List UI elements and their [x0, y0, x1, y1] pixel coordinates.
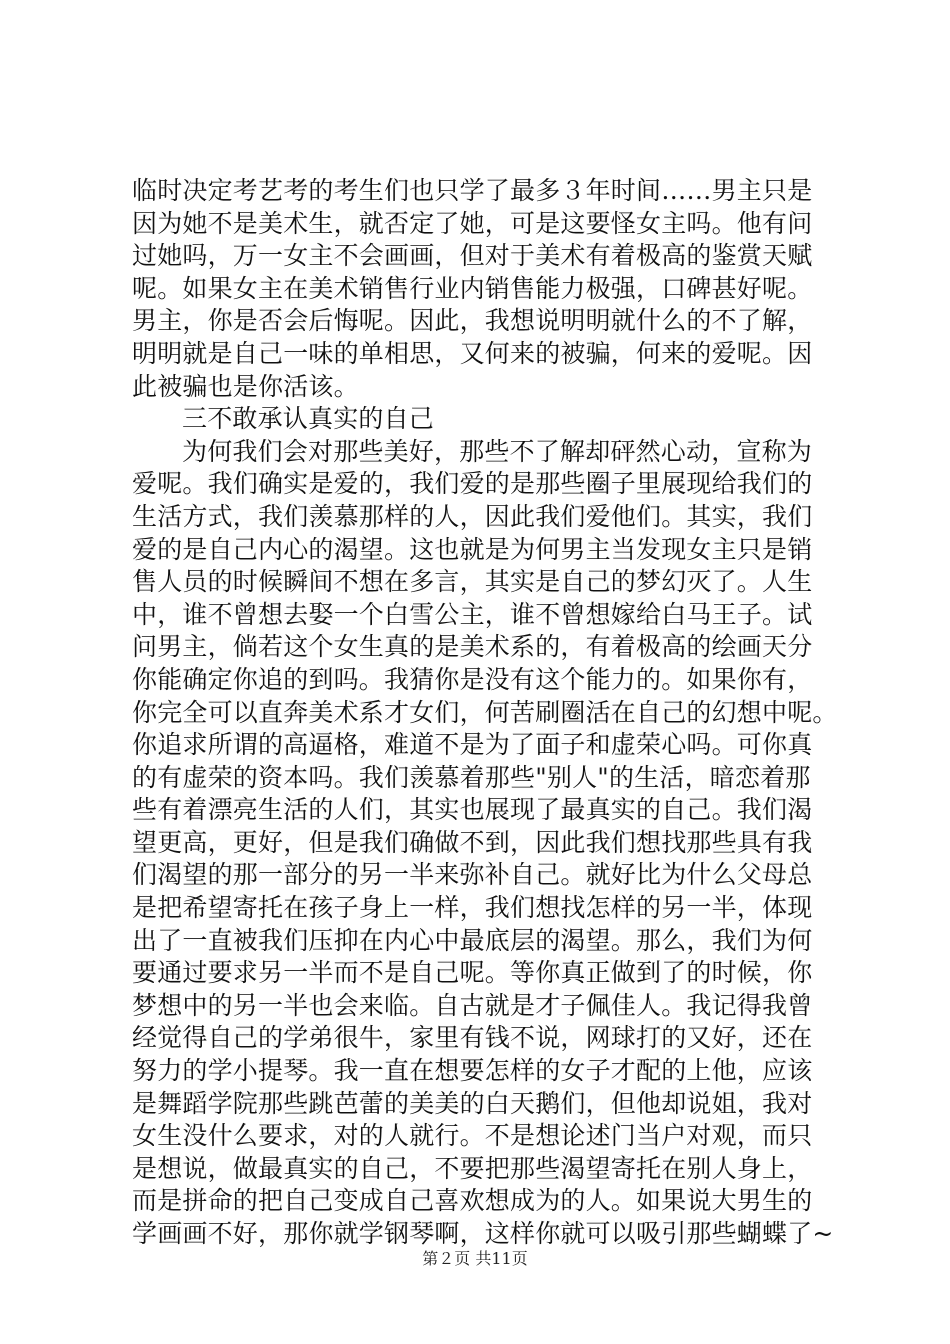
text-line: 梦想中的另一半也会来临。自古就是才子佩佳人。我记得我曾	[132, 990, 813, 1020]
text-line: 你能确定你追的到吗。我猜你是没有这个能力的。如果你有，	[132, 664, 813, 694]
text-line: 些有着漂亮生活的人们，其实也展现了最真实的自己。我们渴	[132, 795, 813, 825]
text-line: 经觉得自己的学弟很牛，家里有钱不说，网球打的又好，还在	[132, 1023, 813, 1053]
text-line: 是把希望寄托在孩子身上一样，我们想找怎样的另一半，体现	[132, 893, 813, 923]
section-heading: 三不敢承认真实的自己	[182, 404, 435, 434]
text-line: 男主，你是否会后悔呢。因此，我想说明明就什么的不了解，	[132, 306, 813, 336]
text-line: 临时决定考艺考的考生们也只学了最多３年时间……男主只是	[132, 176, 813, 205]
text-line: 中，谁不曾想去娶一个白雪公主，谁不曾想嫁给白马王子。试	[132, 599, 813, 629]
text-line: 售人员的时候瞬间不想在多言，其实是自己的梦幻灭了。人生	[132, 567, 813, 597]
text-line: 因为她不是美术生，就否定了她，可是这要怪女主吗。他有问	[132, 208, 813, 238]
page-number-footer: 第２页 共11页	[422, 1249, 528, 1268]
text-line: 望更高，更好，但是我们确做不到，因此我们想找那些具有我	[132, 827, 813, 857]
text-line: 们渴望的那一部分的另一半来弥补自己。就好比为什么父母总	[132, 860, 813, 890]
text-line: 过她吗，万一女主不会画画，但对于美术有着极高的鉴赏天赋	[132, 241, 813, 271]
text-line: 女生没什么要求，对的人就行。不是想论述门当户对观，而只	[132, 1121, 813, 1151]
text-line: 爱的是自己内心的渴望。这也就是为何男主当发现女主只是销	[132, 534, 813, 564]
text-line: 是想说，做最真实的自己，不要把那些渴望寄托在别人身上，	[132, 1153, 813, 1183]
text-line: 努力的学小提琴。我一直在想要怎样的女子才配的上他，应该	[132, 1056, 813, 1086]
text-line: 是舞蹈学院那些跳芭蕾的美美的白天鹅们，但他却说姐，我对	[132, 1088, 813, 1118]
text-line: 明明就是自己一味的单相思，又何来的被骗，何来的爱呢。因	[132, 338, 813, 368]
text-line: 的有虚荣的资本吗。我们羡慕着那些"别人"的生活，暗恋着那	[132, 762, 811, 792]
text-line: 要通过要求另一半而不是自己呢。等你真正做到了的时候，你	[132, 958, 813, 988]
text-line: 出了一直被我们压抑在内心中最底层的渴望。那么，我们为何	[132, 925, 813, 955]
text-line: 爱呢。我们确实是爱的，我们爱的是那些圈子里展现给我们的	[132, 469, 813, 499]
text-line: 你追求所谓的高逼格，难道不是为了面子和虚荣心吗。可你真	[132, 730, 813, 760]
text-line: 生活方式，我们羡慕那样的人，因此我们爱他们。其实，我们	[132, 501, 813, 531]
text-line: 呢。如果女主在美术销售行业内销售能力极强，口碑甚好呢。	[132, 273, 813, 303]
text-line: 你完全可以直奔美术系才女们，何苦刷圈活在自己的幻想中呢。	[132, 697, 838, 727]
document-body	[132, 175, 838, 1251]
text-line: 此被骗也是你活该。	[132, 371, 359, 401]
text-line: 而是拼命的把自己变成自己喜欢想成为的人。如果说大男生的	[132, 1186, 813, 1216]
text-line: 为何我们会对那些美好，那些不了解却砰然心动，宣称为	[182, 436, 813, 466]
text-line: 学画画不好，那你就学钢琴啊，这样你就可以吸引那些蝴蝶了~	[132, 1219, 834, 1248]
text-line: 问男主，倘若这个女生真的是美术系的，有着极高的绘画天分	[132, 632, 813, 662]
